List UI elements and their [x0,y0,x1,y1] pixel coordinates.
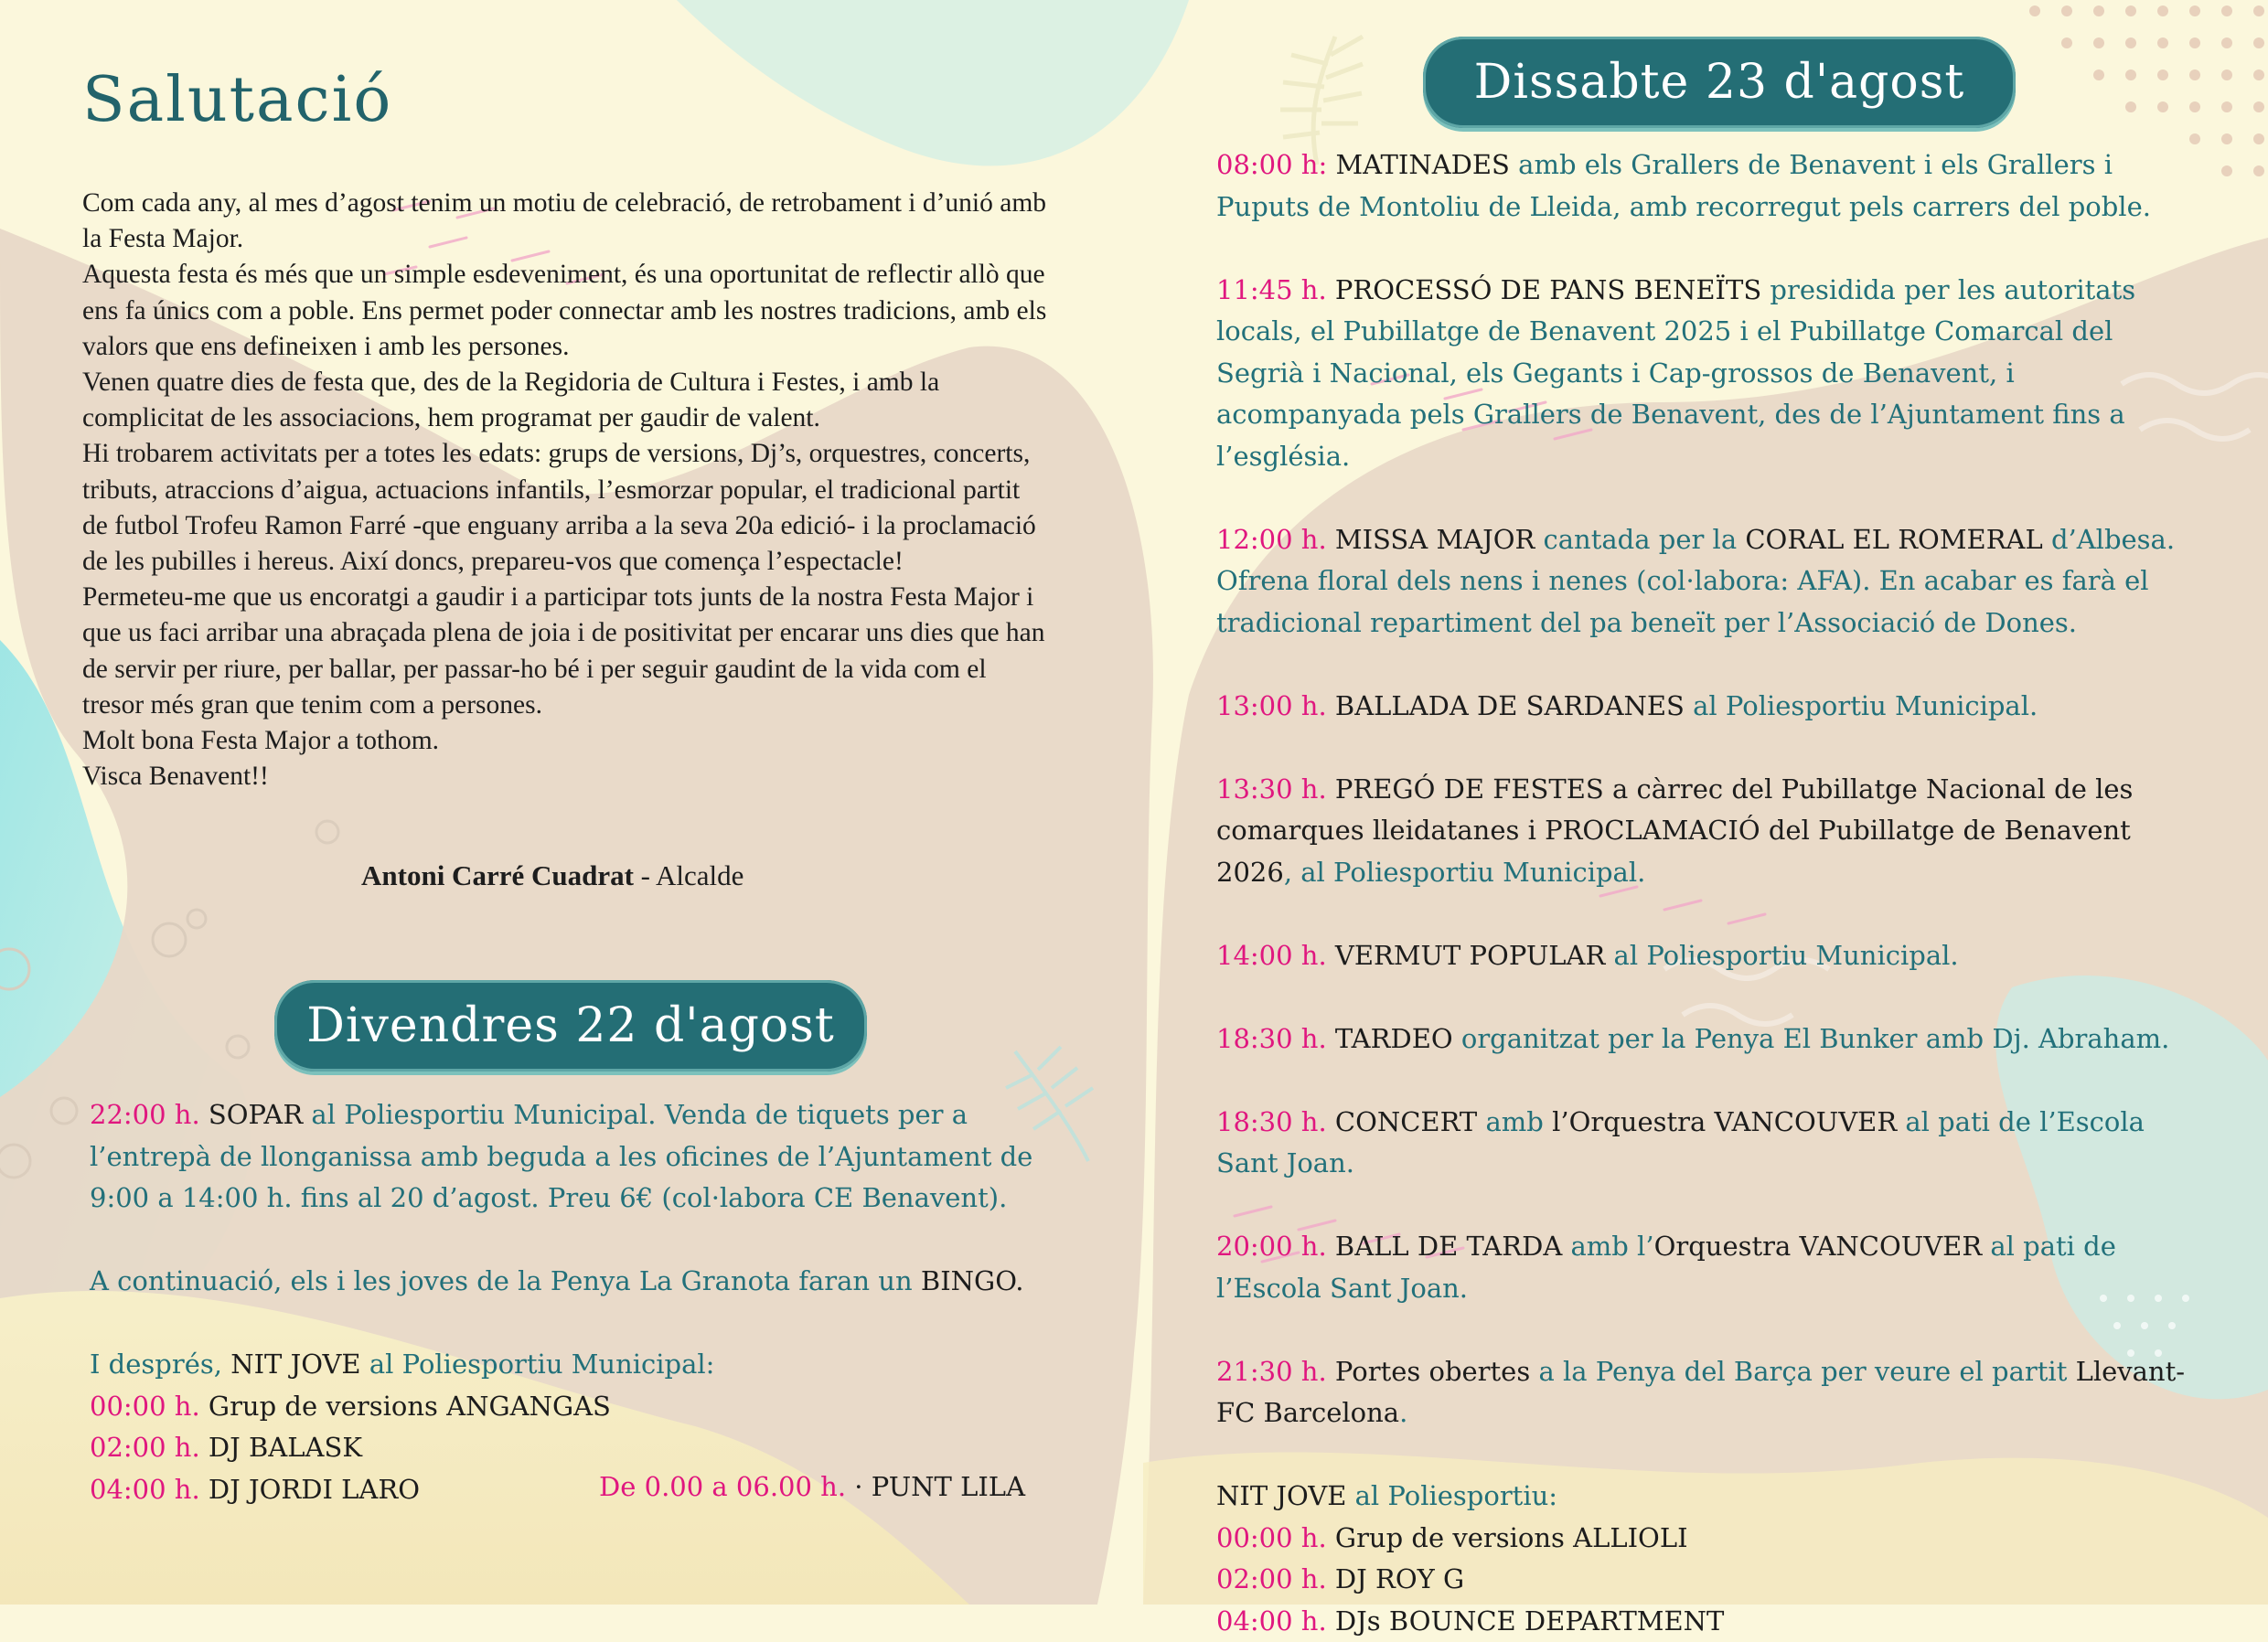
greeting-paragraph: Visca Benavent!! [82,759,1052,794]
event-time: 13:30 h. [1216,773,1327,805]
event-desc: al Poliesportiu Municipal. [1605,940,1958,971]
event-time: 12:00 h. [1216,524,1327,555]
event-desc: amb [1477,1106,1552,1137]
event-time: 22:00 h. [90,1099,200,1130]
event-name: DJ ROY G [1327,1563,1464,1594]
event-name: TARDEO [1327,1023,1453,1054]
event-name: CORAL EL ROMERAL [1745,524,2042,555]
event-desc: d’Albesa. Ofrena floral dels nens i nenes (col·labora: AFA). En acabar es farà el tradicional repartiment del pa beneït per l’Associació de Dones. [1216,524,2175,638]
list-item [90,1427,1059,1469]
event-time: 04:00 h. [90,1474,200,1505]
event-name: BALLADA DE SARDANES [1327,690,1685,721]
event-missa [1216,519,2199,645]
event-processo [1216,270,2199,478]
event-time: 04:00 h. [1216,1605,1327,1637]
schedule-dissabte [1216,144,2199,1642]
event-desc: al Poliesportiu Municipal. [1685,690,2038,721]
event-desc: a la Penya del Barça per veure el partit [1530,1356,2075,1387]
event-ball-tarda [1216,1226,2199,1309]
event-sopar [90,1094,1059,1220]
list-item [1216,1518,2199,1560]
event-nit-jove [90,1344,1059,1386]
event-name: BINGO. [913,1265,1024,1296]
event-time: 00:00 h. [1216,1522,1327,1553]
event-time: 08:00 h: [1216,149,1327,180]
greeting-paragraph: Molt bona Festa Major a tothom. [82,723,1052,759]
event-time: 20:00 h. [1216,1231,1327,1262]
event-name: Portes obertes [1327,1356,1531,1387]
greeting-paragraph: Com cada any, al mes d’agost tenim un motiu de celebració, de retrobament i d’unió amb la Festa Major. [82,186,1052,257]
event-name: MATINADES [1327,149,1510,180]
event-name: Llevant-FC Barcelona [1216,1356,2185,1429]
event-name: PROCESSÓ DE PANS BENEÏTS [1327,274,1762,305]
event-time: 14:00 h. [1216,940,1327,971]
event-name: PREGÓ DE FESTES a càrrec del Pubillatge Nacional de les comarques lleidatanes i PROCLAMACIÓ del Pubillatge de Benavent 2026 [1216,773,2133,888]
day-heading-dissabte: Dissabte 23 d'agost [1423,37,2016,128]
event-desc: al Poliesportiu Municipal: [361,1349,715,1380]
event-name: DJ BALASK [200,1432,362,1463]
event-portes-obertes [1216,1351,2199,1434]
event-name: MISSA MAJOR [1327,524,1535,555]
event-desc: amb l’ [1562,1231,1653,1262]
event-time: 13:00 h. [1216,690,1327,721]
event-name: Grup de versions ALLIOLI [1327,1522,1688,1553]
event-time: 18:30 h. [1216,1106,1327,1137]
event-desc: cantada per la [1535,524,1745,555]
event-time: 00:00 h. [90,1391,200,1422]
signature-name: Antoni Carré Cuadrat [361,859,634,891]
event-desc: . [1399,1397,1407,1428]
event-desc: al pati de l’Escola Sant Joan. [1216,1106,2145,1179]
event-matinades [1216,144,2199,228]
event-desc: I després, [90,1349,230,1380]
event-desc: al Poliesportiu: [1346,1480,1557,1511]
event-desc: organitzat per la Penya El Bunker amb Dj. Abraham. [1453,1023,2170,1054]
salutacio-title: Salutació [82,64,392,136]
list-item [90,1386,1059,1428]
event-concert [1216,1102,2199,1185]
greeting-paragraph: Aquesta festa és més que un simple esdeveniment, és una oportunitat de reflectir allò que ens fa únics com a poble. Ens permet poder connectar amb les nostres tradicions, amb els valors que ens defineixen i amb les persones. [82,257,1052,365]
greeting-text [82,186,1052,794]
event-name: BALL DE TARDA [1327,1231,1563,1262]
event-desc: , al Poliesportiu Municipal. [1284,857,1646,888]
event-name: l’Orquestra VANCOUVER [1552,1106,1897,1137]
list-item [1216,1601,2199,1642]
event-vermut [1216,935,2199,977]
list-item [1216,1559,2199,1601]
event-name: SOPAR [200,1099,304,1130]
event-desc: A continuació, els i les joves de la Penya La Granota faran un [90,1265,913,1296]
event-desc: al Poliesportiu Municipal. Venda de tiquets per a l’entrepà de llonganissa amb beguda a les oficines de l’Ajuntament de 9:00 a 14:00 h. fins al 20 d’agost. Preu 6€ (col·labora CE Benavent). [90,1099,1032,1213]
event-name: NIT JOVE [230,1349,360,1380]
event-time: 11:45 h. [1216,274,1327,305]
event-name: Orquestra VANCOUVER [1654,1231,1983,1262]
greeting-paragraph: Venen quatre dies de festa que, des de la Regidoria de Cultura i Festes, i amb la complicitat de les associacions, hem programat per gaudir de valent. [82,365,1052,436]
event-name: · PUNT LILA [846,1471,1025,1502]
event-name: VERMUT POPULAR [1327,940,1606,971]
event-desc: al pati de l’Escola Sant Joan. [1216,1231,2116,1304]
event-desc: amb els Grallers de Benavent i els Grallers i Puputs de Montoliu de Lleida, amb recorregut pels carrers del poble. [1216,149,2151,222]
event-name: DJ JORDI LARO [200,1474,420,1505]
event-name: CONCERT [1327,1106,1478,1137]
greeting-paragraph: Hi trobarem activitats per a totes les edats: grups de versions, Dj’s, orquestres, concerts, tributs, atraccions d’aigua, actuacions infantils, l’esmorzar popular, el tradicional partit de futbol Trofeu Ramon Farré -que enguany arriba a la seva 20a edició- i la proclamació de les pubilles i hereus. Així doncs, prepareu-vos que comença l’espectacle! [82,436,1052,580]
event-prego [1216,769,2199,894]
event-desc: presidida per les autoritats locals, el Pubillatge de Benavent 2025 i el Pubillatge Comarcal del Segrià i Nacional, els Gegants i Cap-grossos de Benavent, i acompanyada pels Grallers de Benavent, des de l’Ajuntament fins a l’església. [1216,274,2135,472]
event-punt-lila [599,1466,1025,1509]
event-time: 21:30 h. [1216,1356,1327,1387]
event-name: Grup de versions ANGANGAS [200,1391,611,1422]
signature [361,859,744,892]
event-sardanes [1216,686,2199,728]
day-heading-divendres: Divendres 22 d'agost [274,980,867,1072]
signature-role: - Alcalde [634,859,744,891]
event-time: 02:00 h. [90,1432,200,1463]
event-nit-jove [1216,1476,2199,1518]
greeting-paragraph: Permeteu-me que us encoratgi a gaudir i a participar tots junts de la nostra Festa Major i que us faci arribar una abraçada plena de joia i de positivitat per encarar uns dies que han de servir per riure, per ballar, per passar-ho bé i per seguir gaudint de la vida com el tresor més gran que tenim com a persones. [82,580,1052,723]
event-time: 18:30 h. [1216,1023,1327,1054]
schedule-divendres [90,1094,1059,1510]
event-name: NIT JOVE [1216,1480,1346,1511]
event-time: 02:00 h. [1216,1563,1327,1594]
event-name: DJs BOUNCE DEPARTMENT [1327,1605,1725,1637]
event-time: De 0.00 a 06.00 h. [599,1471,846,1502]
event-bingo [90,1261,1059,1303]
event-tardeo [1216,1018,2199,1061]
